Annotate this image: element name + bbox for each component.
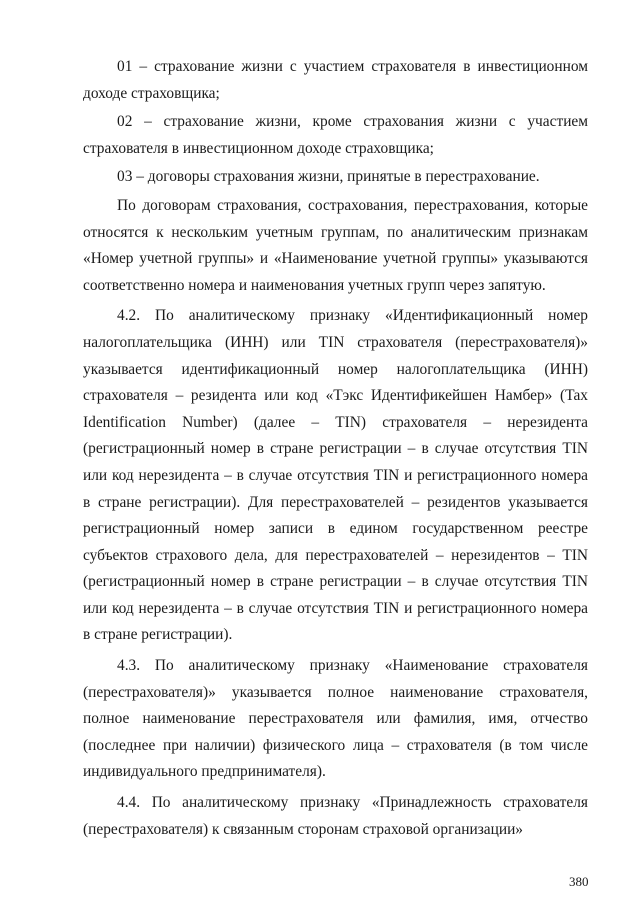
paragraph-code-03: 03 – договоры страхования жизни, принятые в перестрахование. (117, 168, 540, 186)
paragraph-code-01: 01 – страхование жизни с участием страхователя в инвестиционном доходе страховщика; (83, 58, 588, 102)
paragraph-section-4-3: 4.3. По аналитическому признаку «Наименование страхователя (перестрахователя)» указывается полное наименование страхователя, полное наименование перестрахователя или фамилия, имя, отчество (последнее при наличии) физического лица – страхователя (в том числе индивидуального предпринимателя). (83, 657, 588, 781)
page-number: 380 (569, 874, 589, 889)
paragraph-multiple-groups: По договорам страхования, сострахования, перестрахования, которые относятся к нескольким учетным группам, по аналитическим признакам «Номер учетной группы» и «Наименование учетной группы» указываются соответственно номера и наименования учетных групп через запятую. (83, 196, 588, 294)
document-body (83, 54, 588, 847)
paragraph-section-4-4: 4.4. По аналитическому признаку «Принадлежность страхователя (перестрахователя) к связанным сторонам страховой организации» (83, 794, 588, 838)
paragraph-code-02: 02 – страхование жизни, кроме страхования жизни с участием страхователя в инвестиционном доходе страховщика; (83, 113, 588, 157)
paragraph-section-4-2: 4.2. По аналитическому признаку «Идентификационный номер налогоплательщика (ИНН) или TIN страхователя (перестрахователя)» указывается идентификационный номер налогоплательщика (ИНН) страхователя – резидента или код «Тэкс Идентификейшен Намбер» (Tax Identification Number) (далее – TIN) страхователя – нерезидента (регистрационный номер в стране регистрации – в случае отсутствия TIN или код нерезидента – в случае отсутствия TIN и регистрационного номера в стране регистрации). Для перестрахователей – резидентов указывается регистрационный номер записи в едином государственном реестре субъектов страхового дела, для перестрахователей – нерезидентов – TIN (регистрационный номер в стране регистрации – в случае отсутствия TIN или код нерезидента – в случае отсутствия TIN и регистрационного номера в стране регистрации). (83, 307, 588, 644)
